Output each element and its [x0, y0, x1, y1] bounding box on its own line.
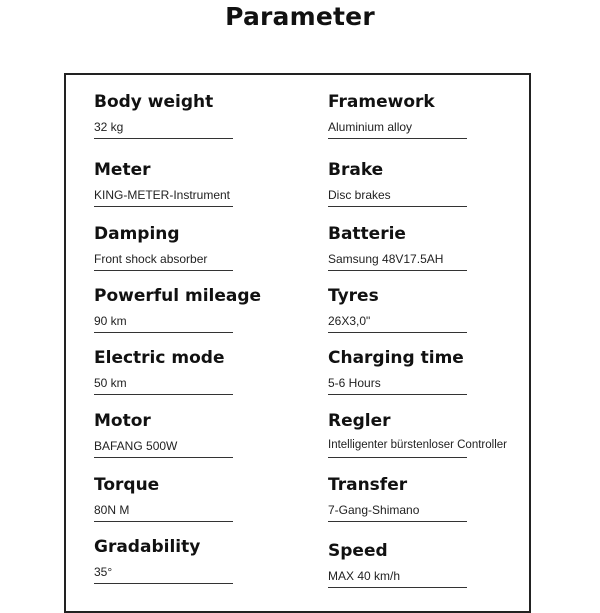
param-value: Aluminium alloy	[328, 120, 413, 134]
param-value: 32 kg	[94, 120, 124, 134]
divider	[328, 394, 467, 395]
param-value: 90 km	[94, 314, 127, 328]
divider	[328, 521, 467, 522]
param-value: MAX 40 km/h	[328, 569, 401, 583]
divider	[94, 206, 233, 207]
divider	[328, 206, 467, 207]
parameter-panel	[64, 73, 531, 613]
param-value: 7-Gang-Shimano	[328, 503, 420, 517]
param-value: 5-6 Hours	[328, 376, 381, 390]
param-value: 26X3,0"	[328, 314, 371, 328]
param-value: KING-METER-Instrument	[94, 188, 231, 202]
divider	[328, 587, 467, 588]
param-label: Brake	[328, 160, 384, 180]
divider	[328, 270, 467, 271]
param-label: Motor	[94, 411, 151, 431]
param-value: Front shock absorber	[94, 252, 208, 266]
param-value: BAFANG 500W	[94, 439, 178, 453]
divider	[94, 270, 233, 271]
divider	[94, 332, 233, 333]
param-label: Meter	[94, 160, 151, 180]
param-value: Intelligenter bürstenloser Controller	[328, 439, 507, 451]
param-label: Torque	[94, 475, 160, 495]
param-label: Speed	[328, 541, 388, 561]
param-label: Framework	[328, 92, 435, 112]
divider	[94, 138, 233, 139]
divider	[328, 457, 467, 458]
divider	[94, 457, 233, 458]
param-label: Damping	[94, 224, 180, 244]
param-label: Transfer	[328, 475, 408, 495]
param-label: Electric mode	[94, 348, 225, 368]
param-value: Disc brakes	[328, 188, 391, 202]
param-value: 35°	[94, 565, 113, 579]
param-value: Samsung 48V17.5AH	[328, 252, 444, 266]
param-value: 50 km	[94, 376, 127, 390]
param-label: Charging time	[328, 348, 464, 368]
param-label: Gradability	[94, 537, 201, 557]
divider	[94, 583, 233, 584]
param-value: 80N M	[94, 503, 130, 517]
param-label: Regler	[328, 411, 391, 431]
divider	[94, 521, 233, 522]
divider	[328, 138, 467, 139]
param-label: Tyres	[328, 286, 379, 306]
divider	[328, 332, 467, 333]
param-label: Body weight	[94, 92, 214, 112]
param-label: Batterie	[328, 224, 406, 244]
param-label: Powerful mileage	[94, 286, 262, 306]
divider	[94, 394, 233, 395]
page-title: Parameter	[225, 2, 375, 31]
